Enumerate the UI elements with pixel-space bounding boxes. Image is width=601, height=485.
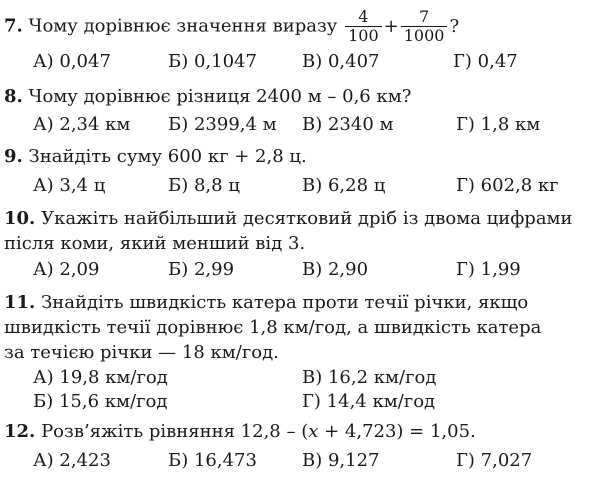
option-b[interactable]: Б) 15,6 км/год bbox=[33, 391, 168, 412]
option-b[interactable]: Б) 2399,4 м bbox=[168, 114, 277, 135]
option-b[interactable]: Б) 16,473 bbox=[168, 450, 257, 471]
question-11 bbox=[4, 290, 595, 365]
question-line-1 bbox=[4, 290, 595, 315]
question-number: 11. bbox=[4, 292, 36, 313]
question-10 bbox=[4, 206, 595, 256]
options-10 bbox=[33, 258, 595, 282]
question-number: 9. bbox=[4, 146, 23, 167]
option-v[interactable]: В) 9,127 bbox=[302, 450, 380, 471]
options-12 bbox=[33, 449, 595, 473]
option-g[interactable]: Г) 14,4 км/год bbox=[302, 391, 436, 412]
question-text: Чому дорівнює різниця 2400 м – 0,6 км? bbox=[28, 86, 412, 107]
question-8 bbox=[4, 84, 595, 109]
option-a[interactable]: А) 19,8 км/год bbox=[33, 367, 168, 388]
fraction-numerator: 7 bbox=[401, 8, 448, 27]
question-text: Укажіть найбільший десятковий дріб із двома цифрами bbox=[41, 208, 573, 229]
fraction-denominator: 1000 bbox=[403, 26, 445, 45]
fraction-denominator: 100 bbox=[348, 26, 379, 45]
question-number: 10. bbox=[4, 208, 36, 229]
options-9 bbox=[33, 174, 595, 198]
question-line-2: після коми, який менший від 3. bbox=[4, 233, 306, 254]
options-7 bbox=[33, 50, 595, 74]
fraction-1 bbox=[345, 8, 382, 45]
question-number: 8. bbox=[4, 86, 23, 107]
fraction-2 bbox=[401, 8, 448, 45]
question-text: Чому дорівнює значення виразу bbox=[28, 15, 338, 37]
option-g[interactable]: Г) 1,8 км bbox=[456, 114, 541, 135]
equation-variable: x bbox=[308, 421, 319, 442]
options-11 bbox=[33, 366, 573, 414]
question-number: 7. bbox=[4, 15, 23, 37]
option-a[interactable]: А) 3,4 ц bbox=[33, 175, 106, 196]
equation-part-1: Розв’яжіть рівняння 12,8 – ( bbox=[41, 421, 309, 442]
question-line-3: за течією річки — 18 км/год. bbox=[4, 342, 279, 363]
option-a[interactable]: А) 2,09 bbox=[33, 259, 100, 280]
option-a[interactable]: А) 2,34 км bbox=[33, 114, 131, 135]
question-text bbox=[41, 421, 476, 442]
equation-part-2: + 4,723) = 1,05. bbox=[318, 421, 476, 442]
plus-sign: + bbox=[383, 16, 399, 37]
option-g[interactable]: Г) 7,027 bbox=[456, 450, 533, 471]
option-v[interactable]: В) 6,28 ц bbox=[302, 175, 386, 196]
option-v[interactable]: В) 2,90 bbox=[302, 259, 369, 280]
question-line-1 bbox=[4, 206, 595, 231]
option-b[interactable]: Б) 2,99 bbox=[168, 259, 235, 280]
option-g[interactable]: Г) 1,99 bbox=[456, 259, 521, 280]
option-a[interactable]: А) 0,047 bbox=[33, 51, 111, 72]
question-text: Знайдіть суму 600 кг + 2,8 ц. bbox=[28, 146, 307, 167]
fraction-numerator: 4 bbox=[345, 8, 382, 27]
option-b[interactable]: Б) 8,8 ц bbox=[168, 175, 240, 196]
option-a[interactable]: А) 2,423 bbox=[33, 450, 111, 471]
question-9 bbox=[4, 144, 595, 169]
question-number: 12. bbox=[4, 421, 36, 442]
option-g[interactable]: Г) 0,47 bbox=[453, 51, 518, 72]
option-v[interactable]: В) 0,407 bbox=[302, 51, 380, 72]
question-mark: ? bbox=[449, 16, 460, 37]
option-g[interactable]: Г) 602,8 кг bbox=[456, 175, 559, 196]
question-text: Знайдіть швидкість катера проти течії річки, якщо bbox=[41, 292, 529, 313]
question-7 bbox=[4, 8, 595, 45]
option-v[interactable]: В) 16,2 км/год bbox=[302, 367, 437, 388]
question-12 bbox=[4, 419, 595, 444]
option-v[interactable]: В) 2340 м bbox=[302, 114, 394, 135]
question-line-2: швидкість течії дорівнює 1,8 км/год, а швидкість катера bbox=[4, 317, 542, 338]
options-8 bbox=[33, 113, 595, 137]
option-b[interactable]: Б) 0,1047 bbox=[168, 51, 257, 72]
